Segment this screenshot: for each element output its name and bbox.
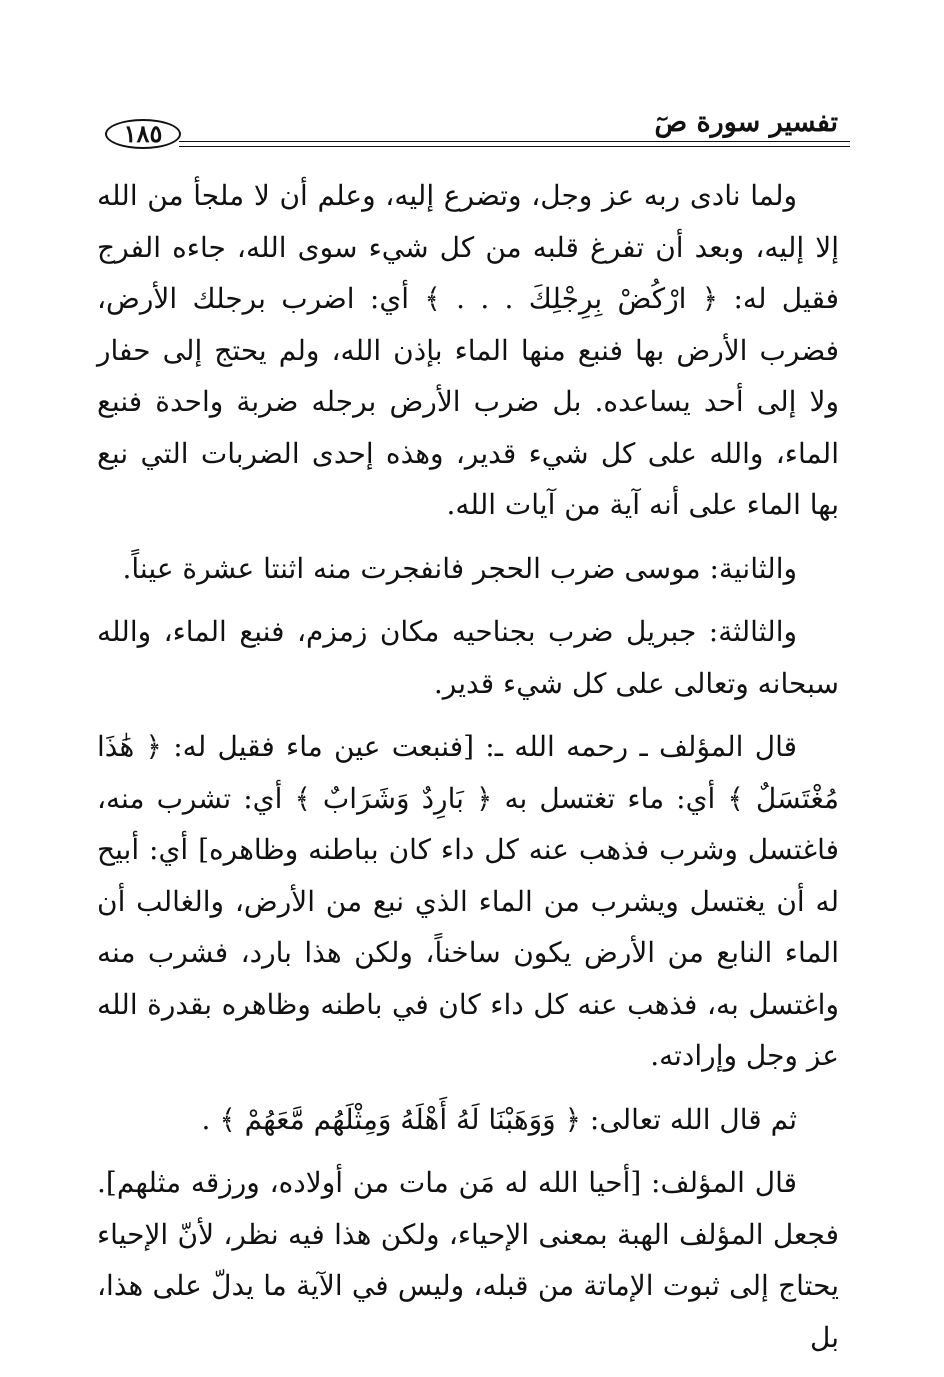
paragraph-5: ثم قال الله تعالى: ﴿ وَوَهَبْنَا لَهُ أَهْلَهُ وَمِثْلَهُم مَّعَهُمْ ﴾ . <box>201 1102 797 1136</box>
header-rule-top <box>179 141 850 142</box>
paragraph-6: قال المؤلف: [أحيا الله له مَن مات من أولاده، ورزقه مثلهم]. فجعل المؤلف الهبة بمعنى الإحياء، ولكن هذا فيه نظر، لأنّ الإحياء يحتاج إلى ثبوت الإماتة من قبله، وليس في الآية ما يدلّ على هذا، بل <box>97 1166 839 1354</box>
page-header <box>95 105 850 161</box>
header-rule-bottom <box>179 146 850 147</box>
body-text <box>97 170 839 1363</box>
paragraph-3: والثالثة: جبريل ضرب بجناحيه مكان زمزم، فنبع الماء، والله سبحانه وتعالى على كل شيء قدير. <box>97 615 839 700</box>
paragraph-1: ولما نادى ربه عز وجل، وتضرع إليه، وعلم أن لا ملجأ من الله إلا إليه، وبعد أن تفرغ قلبه من كل شيء سوى الله، جاءه الفرج فقيل له: ﴿ ارْكُضْ بِرِجْلِكَ . . . ﴾ أي: اضرب برجلك الأرض، فضرب الأرض بها فنبع منها الماء بإذن الله، ولم يحتج إلى حفار ولا إلى أحد يساعده. بل ضرب الأرض برجله ضربة واحدة فنبع الماء، والله على كل شيء قدير، وهذه إحدى الضربات التي نبع بها الماء على أنه آية من آيات الله. <box>97 179 839 521</box>
paragraph-4: قال المؤلف ـ رحمه الله ـ: [فنبعت عين ماء فقيل له: ﴿ هَٰذَا مُغْتَسَلٌ ﴾ أي: ماء تغتسل به ﴿ بَارِدٌ وَشَرَابٌ ﴾ أي: تشرب منه، فاغتسل وشرب فذهب عنه كل داء كان بباطنه وظاهره] أي: أبيح له أن يغتسل ويشرب من الماء الذي نبع من الأرض، والغالب أن الماء النابع من الأرض يكون ساخناً، ولكن هذا بارد، فشرب منه واغتسل به، فذهب عنه كل داء كان في باطنه وظاهره بقدرة الله عز وجل وإرادته. <box>97 730 840 1072</box>
paragraph-2: والثانية: موسى ضرب الحجر فانفجرت منه اثنتا عشرة عيناً. <box>122 551 797 585</box>
page-number-oval <box>105 119 181 149</box>
running-title: تفسير سورة صٓ <box>654 107 838 138</box>
page-number: ١٨٥ <box>123 119 163 148</box>
